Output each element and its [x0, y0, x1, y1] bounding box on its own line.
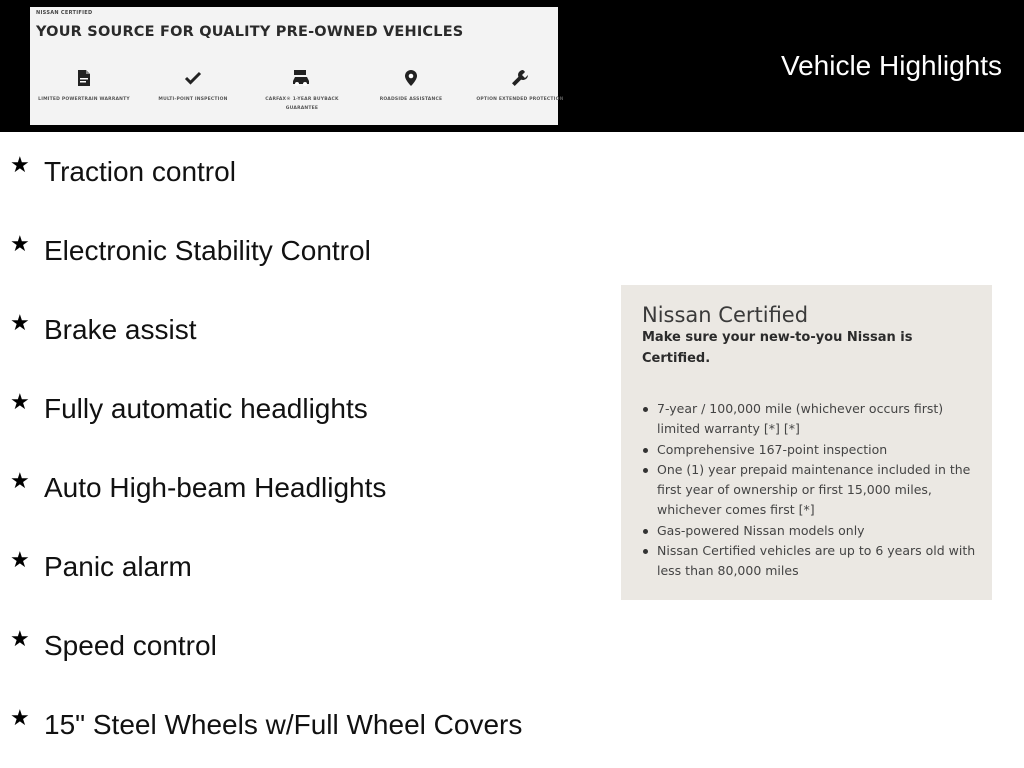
star-icon: ★	[10, 626, 30, 651]
feature-text: 15" Steel Wheels w/Full Wheel Covers	[44, 709, 523, 740]
list-item	[0, 448, 600, 527]
star-icon: ★	[10, 152, 30, 177]
banner-feature-label: LIMITED POWERTRAIN WARRANTY	[38, 97, 130, 102]
feature-text: Electronic Stability Control	[44, 235, 371, 266]
feature-text: Traction control	[44, 156, 236, 187]
star-icon: ★	[10, 389, 30, 414]
nissan-certified-panel	[621, 285, 992, 600]
feature-text: Brake assist	[44, 314, 197, 345]
feature-text: Fully automatic headlights	[44, 393, 368, 424]
location-pin-icon	[403, 69, 419, 87]
banner-feature-label: CARFAX® 1-YEAR BUYBACK GUARANTEE	[265, 97, 339, 111]
certified-bullet: 7-year / 100,000 mile (whichever occurs first) limited warranty [*] [*]	[642, 399, 977, 440]
certified-banner-image	[30, 7, 564, 125]
banner-title: YOUR SOURCE FOR QUALITY PRE-OWNED VEHICLES	[36, 24, 464, 40]
banner-feature-label: ROADSIDE ASSISTANCE	[379, 97, 443, 102]
list-item	[0, 527, 600, 606]
warranty-document-icon	[76, 69, 92, 87]
star-icon: ★	[10, 468, 30, 493]
list-item	[0, 211, 600, 290]
banner-feature-label: MULTI-POINT INSPECTION	[158, 97, 228, 102]
certified-bullet: Nissan Certified vehicles are up to 6 years old with less than 80,000 miles	[642, 541, 977, 582]
banner-feature-roadside	[361, 69, 461, 104]
star-icon: ★	[10, 705, 30, 730]
certified-title: Nissan Certified	[642, 303, 809, 327]
banner-feature-label: OPTION EXTENDED PROTECTION	[476, 97, 564, 102]
banner-feature-buyback	[252, 69, 352, 113]
certified-bullet: One (1) year prepaid maintenance included in the first year of ownership or first 15,000 miles, whichever comes first [*]	[642, 460, 977, 521]
banner-feature-warranty	[34, 69, 134, 104]
car-buyback-icon	[292, 69, 312, 87]
banner-feature-inspection	[143, 69, 243, 104]
star-icon: ★	[10, 547, 30, 572]
vehicle-features-list	[0, 132, 600, 764]
list-item	[0, 290, 600, 369]
wrench-icon	[511, 69, 529, 87]
list-item	[0, 606, 600, 685]
certified-bullet-list	[642, 399, 977, 582]
certified-bullet: Gas-powered Nissan models only	[642, 521, 977, 541]
certified-subtitle: Make sure your new-to-you Nissan is Certified.	[642, 330, 913, 366]
banner-small-title: NISSAN CERTIFIED	[36, 10, 93, 16]
feature-text: Panic alarm	[44, 551, 192, 582]
certified-bullet: Comprehensive 167-point inspection	[642, 440, 977, 460]
banner-feature-protection	[470, 69, 570, 104]
page-title: Vehicle Highlights	[780, 50, 1002, 81]
list-item	[0, 685, 600, 764]
header-bar	[0, 0, 1024, 132]
checkmark-icon	[184, 69, 202, 87]
list-item	[0, 132, 600, 211]
feature-text: Auto High-beam Headlights	[44, 472, 387, 503]
feature-text: Speed control	[44, 630, 217, 661]
star-icon: ★	[10, 310, 30, 335]
list-item	[0, 369, 600, 448]
star-icon: ★	[10, 231, 30, 256]
